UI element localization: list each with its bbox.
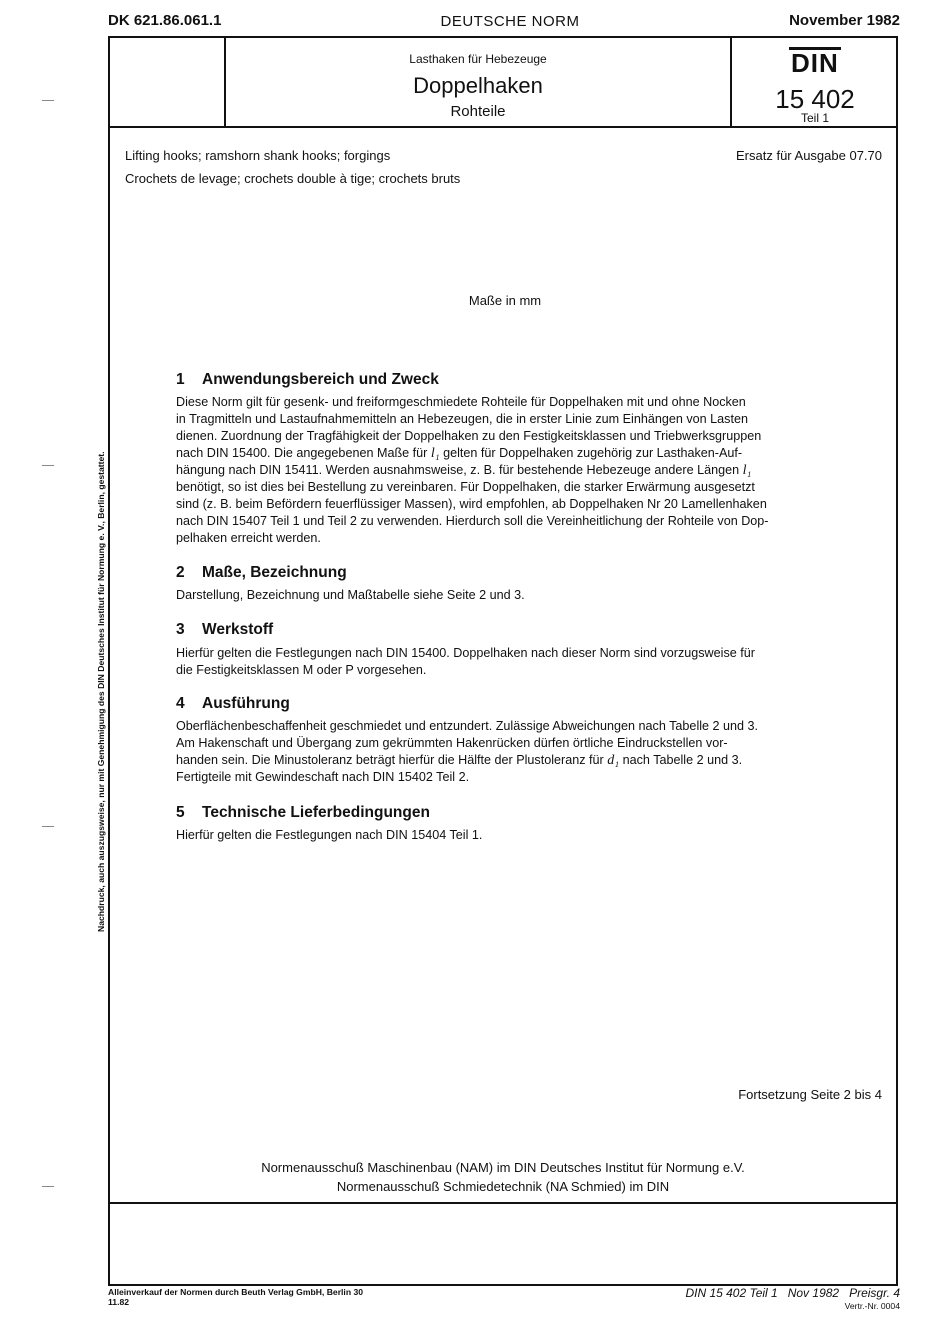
committee-line: Normenausschuß Schmiedetechnik (NA Schmied) im DIN xyxy=(336,1179,670,1194)
frame-line-left xyxy=(108,128,110,1286)
din-logo: DIN xyxy=(791,48,839,78)
body-line: nach DIN 15407 Teil 1 und Teil 2 zu verwenden. Hierdurch soll die Vereinheitlichung der Rohteile von Dop- xyxy=(176,514,769,528)
section-title: Technische Lieferbedingungen xyxy=(202,804,430,821)
frame-line-right xyxy=(896,128,898,1286)
din-part: Teil 1 xyxy=(800,111,829,125)
symbol-l1: l₁ xyxy=(742,463,752,478)
margin-mark xyxy=(42,465,54,466)
body-line: die Festigkeitsklassen M oder P vorgesehen. xyxy=(176,663,427,677)
section-number: 1 xyxy=(176,371,185,388)
document-part-title: Rohteile xyxy=(450,103,506,120)
title-english: Lifting hooks; ramshorn shank hooks; forgings xyxy=(125,148,391,163)
body-line: in Tragmitteln und Lastaufnahmemitteln an Hebezeugen, die in erster Linie zum Einhängen von Lasten xyxy=(176,412,748,426)
body-line: Fertigteile mit Gewindeschaft nach DIN 15402 Teil 2. xyxy=(176,770,470,784)
section-body xyxy=(176,645,832,679)
dk-number: DK 621.86.061.1 xyxy=(108,12,222,29)
replaces-edition: Ersatz für Ausgabe 07.70 xyxy=(736,148,882,163)
footer-reference: DIN 15 402 Teil 1 Nov 1982 Preisgr. 4 xyxy=(685,1286,900,1300)
document-title: Doppelhaken xyxy=(413,73,543,98)
margin-mark xyxy=(42,826,54,827)
body-line: benötigt, so ist dies bei Bestellung zu vereinbaren. Für Doppelhaken, die starker Erwärmung ausgesetzt xyxy=(176,480,755,494)
body-line: Oberflächenbeschaffenheit geschmiedet und entzundert. Zulässige Abweichungen nach Tabelle 2 und 3. xyxy=(176,719,759,733)
body-line: Darstellung, Bezeichnung und Maßtabelle siehe Seite 2 und 3. xyxy=(176,588,525,602)
section-title: Werkstoff xyxy=(202,621,274,638)
margin-mark xyxy=(42,1186,54,1187)
section-number: 4 xyxy=(176,695,185,712)
body-line: dienen. Zuordnung der Tragfähigkeit der Doppelhaken zu den Festigkeitsklassen und Triebwerksgruppen xyxy=(176,429,762,443)
committee-line: Normenausschuß Maschinenbau (NAM) im DIN Deutsches Institut für Normung e.V. xyxy=(261,1160,745,1175)
section-body xyxy=(176,718,832,786)
section-body xyxy=(176,394,832,547)
section-number: 2 xyxy=(176,564,185,581)
body-line: hängung nach DIN 15411. Werden ausnahmsweise, z. B. für bestehende Hebezeuge andere Längen l₁ xyxy=(176,463,752,478)
sales-text: Alleinverkauf der Normen durch Beuth Verlag GmbH, Berlin 30 xyxy=(108,1287,364,1297)
dimensions-note: Maße in mm xyxy=(468,293,542,308)
section-title: Ausführung xyxy=(202,695,290,712)
section-heading xyxy=(176,371,439,389)
symbol-l1: l₁ xyxy=(430,446,440,461)
section-heading xyxy=(176,695,290,713)
section-title: Anwendungsbereich und Zweck xyxy=(202,371,439,388)
section-number: 5 xyxy=(176,804,185,821)
body-line: Am Hakenschaft und Übergang zum gekrümmten Hakenrücken dürfen örtliche Eindruckstellen vor- xyxy=(176,736,728,750)
reprint-notice: Nachdruck, auch auszugsweise, nur mit Genehmigung des DIN Deutsches Institut für Normung e. V., Berlin, gestattet. xyxy=(96,451,106,932)
section-number: 3 xyxy=(176,621,185,638)
frame-line-middle xyxy=(108,1202,898,1204)
body-line: sind (z. B. beim Befördern feuerflüssiger Massen), wird empfohlen, ab Doppelhaken Nr 20 Lamellenhaken xyxy=(176,497,767,511)
section-title: Maße, Bezeichnung xyxy=(202,564,347,581)
standard-type: DEUTSCHE NORM xyxy=(440,13,580,30)
document-subtitle: Lasthaken für Hebezeuge xyxy=(409,52,547,66)
body-line: Diese Norm gilt für gesenk- und freiformgeschmiedete Rohteile für Doppelhaken mit und ohne Nocken xyxy=(176,395,746,409)
body-line: handen sein. Die Minustoleranz beträgt hierfür die Hälfte der Plustoleranz für d₁ nach Tabelle 2 und 3. xyxy=(176,753,743,768)
body-line: pelhaken erreicht werden. xyxy=(176,531,321,545)
section-body xyxy=(176,587,832,604)
body-line: nach DIN 15400. Die angegebenen Maße für l₁ gelten für Doppelhaken zugehörig zur Lasthaken-Auf- xyxy=(176,446,743,461)
issue-date: November 1982 xyxy=(789,12,900,29)
section-heading xyxy=(176,621,273,639)
section-heading xyxy=(176,804,430,822)
sales-notice xyxy=(108,1287,363,1307)
distribution-number: Vertr.-Nr. 0004 xyxy=(844,1301,900,1311)
body-line: Hierfür gelten die Festlegungen nach DIN 15404 Teil 1. xyxy=(176,828,483,842)
din-number: 15 402 xyxy=(775,84,855,114)
continued-note: Fortsetzung Seite 2 bis 4 xyxy=(738,1087,882,1102)
symbol-d1: d₁ xyxy=(607,753,620,768)
issue-code: 11.82 xyxy=(108,1297,130,1307)
title-french: Crochets de levage; crochets double à tige; crochets bruts xyxy=(125,171,461,186)
margin-mark xyxy=(42,100,54,101)
section-body xyxy=(176,827,832,844)
body-line: Hierfür gelten die Festlegungen nach DIN 15400. Doppelhaken nach dieser Norm sind vorzugsweise für xyxy=(176,646,755,660)
section-heading xyxy=(176,564,347,582)
